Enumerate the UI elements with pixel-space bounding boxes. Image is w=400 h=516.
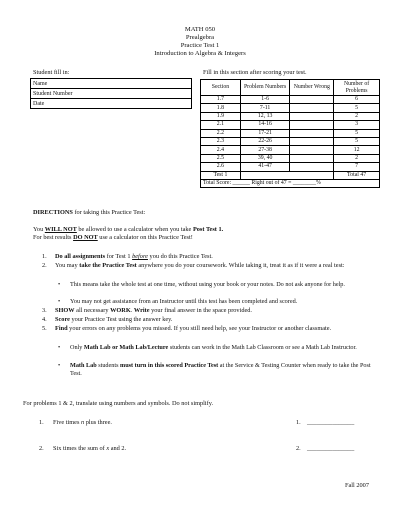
- answer-2[interactable]: [296, 445, 354, 453]
- col-problem-numbers: Problem Numbers: [240, 80, 290, 96]
- cell: 1.9: [201, 112, 241, 120]
- cell: 39, 40: [240, 154, 290, 162]
- cell: 12, 13: [240, 112, 290, 120]
- text: Find: [55, 325, 68, 332]
- cell: 2.3: [201, 137, 241, 145]
- col-section: Section: [201, 80, 241, 96]
- text: Post Test 1.: [192, 226, 224, 233]
- text: You may not get assistance from an Instructor until this test has been completed and scored.: [70, 298, 298, 305]
- text: for Test 1: [105, 253, 133, 260]
- directions-rest: for taking this Practice Test:: [72, 209, 146, 216]
- student-box-title: Student fill in:: [33, 69, 70, 76]
- variable: x: [106, 445, 110, 452]
- date-field[interactable]: Date: [31, 99, 192, 109]
- text: students can work in the Math Lab Classroom or see a Math Lab Instructor.: [168, 344, 357, 351]
- test-topic: Introduction to Algebra & Integers: [154, 50, 246, 57]
- variable: n: [81, 419, 85, 426]
- bullet-1: [58, 281, 380, 289]
- bullet-icon: •: [58, 344, 61, 351]
- number-wrong-input[interactable]: [290, 112, 334, 120]
- text: This means take the whole test at one time, without using your book or your notes. Do not ask anyone for help.: [70, 281, 345, 288]
- section-score-table: [200, 79, 380, 188]
- calculator-note-1: [33, 226, 383, 234]
- table-row: [201, 137, 380, 145]
- text: before: [132, 253, 148, 260]
- bullet-3: [58, 344, 380, 352]
- cell: 2.5: [201, 154, 241, 162]
- text: Math Lab or Math Lab/Lecture: [83, 344, 169, 351]
- text: students: [96, 362, 121, 369]
- step-1: [42, 253, 382, 261]
- step-number: 4.: [42, 316, 47, 323]
- cell: 1-6: [240, 96, 290, 104]
- total-score-cell[interactable]: [201, 179, 380, 187]
- table-row: [201, 112, 380, 120]
- bullet-4: [58, 362, 380, 377]
- course-name: Prealgebra: [185, 34, 215, 41]
- number-wrong-input[interactable]: [290, 154, 334, 162]
- table-row: [201, 104, 380, 112]
- cell: [240, 171, 290, 179]
- text: Score: [55, 316, 70, 323]
- text: all necessary: [74, 307, 111, 314]
- cell: 2.1: [201, 121, 241, 129]
- bullet-icon: •: [58, 362, 61, 369]
- step-number: 1.: [42, 253, 47, 260]
- number-wrong-input[interactable]: [290, 129, 334, 137]
- text: You: [33, 226, 45, 233]
- course-code: MATH 050: [184, 26, 216, 33]
- directions-label: DIRECTIONS: [33, 209, 73, 216]
- section-box-title: Fill in this section after scoring your test.: [203, 69, 307, 76]
- cell: 27-38: [240, 146, 290, 154]
- test-name: Practice Test 1: [180, 42, 220, 49]
- number-wrong-input[interactable]: [290, 163, 334, 171]
- bullet-icon: •: [58, 298, 61, 305]
- bullet-icon: •: [58, 281, 61, 288]
- cell: [290, 171, 334, 179]
- number-wrong-input[interactable]: [290, 104, 334, 112]
- cell: 7-11: [240, 104, 290, 112]
- text: you do this Practice Test.: [147, 253, 213, 260]
- total-score-label: Total Score:: [203, 180, 232, 187]
- text: must turn in this scored Practice Test: [120, 362, 219, 369]
- col-number-of-problems: Number of Problems: [334, 80, 380, 96]
- cell: 2.6: [201, 163, 241, 171]
- step-2: [42, 262, 387, 270]
- answer-number: 2.: [296, 445, 301, 452]
- step-5: [42, 325, 387, 333]
- text: Math Lab: [70, 362, 97, 369]
- cell: 41-47: [240, 163, 290, 171]
- test-label: Test 1: [201, 171, 241, 179]
- text: .: [130, 307, 134, 314]
- cell: 12: [334, 146, 380, 154]
- table-row: [201, 129, 380, 137]
- cell: 1.7: [201, 96, 241, 104]
- text: take the Practice Test: [79, 262, 137, 269]
- text: Only: [70, 344, 84, 351]
- student-info-table: [30, 78, 192, 109]
- problem-2: [39, 445, 126, 453]
- text: DO NOT: [73, 234, 98, 241]
- percent-blank: ________%: [292, 180, 321, 187]
- table-row: [201, 146, 380, 154]
- student-number-field[interactable]: Student Number: [31, 89, 192, 99]
- text: plus three.: [84, 419, 112, 426]
- cell: 5: [334, 137, 380, 145]
- test-total-row: [201, 171, 380, 179]
- table-row: [201, 121, 380, 129]
- text: Five times: [53, 419, 81, 426]
- number-wrong-input[interactable]: [290, 137, 334, 145]
- text: and 2.: [109, 445, 127, 452]
- text: For best results: [33, 234, 74, 241]
- text: be allowed to use a calculator when you take: [76, 226, 193, 233]
- text: You may: [55, 262, 80, 269]
- cell: 5: [334, 129, 380, 137]
- problems-intro: For problems 1 & 2, translate using numbers and symbols. Do not simplify.: [23, 400, 214, 407]
- bullet-2: [58, 298, 380, 306]
- text: your errors on any problems you missed. If you still need help, see your Instructor or another classmate.: [67, 325, 332, 332]
- cell: 2: [334, 112, 380, 120]
- step-number: 2.: [42, 262, 47, 269]
- number-wrong-input[interactable]: [290, 96, 334, 104]
- answer-blank[interactable]: _______________: [307, 419, 355, 426]
- step-number: 5.: [42, 325, 47, 332]
- answer-blank[interactable]: _______________: [307, 445, 355, 452]
- cell: 6: [334, 96, 380, 104]
- text: WILL NOT: [44, 226, 77, 233]
- cell: 7: [334, 163, 380, 171]
- name-field[interactable]: Name: [31, 79, 192, 89]
- number-wrong-input[interactable]: [290, 121, 334, 129]
- footer-term: Fall 2007: [345, 482, 369, 489]
- text: at the Service & Testing Counter when ready to take the Post Test.: [70, 362, 371, 377]
- step-3: [42, 307, 382, 315]
- total-score-row: [201, 179, 380, 187]
- text: your Practice Test using the answer key.: [69, 316, 173, 323]
- total-problems: Total 47: [334, 171, 380, 179]
- text: your final answer in the space provided.: [149, 307, 252, 314]
- table-row: [201, 163, 380, 171]
- cell: 22-26: [240, 137, 290, 145]
- directions-heading: [33, 209, 145, 217]
- cell: 1.8: [201, 104, 241, 112]
- text: Six times the sum of: [53, 445, 107, 452]
- col-number-wrong: Number Wrong: [290, 80, 334, 96]
- text: WORK: [110, 307, 131, 314]
- text: SHOW: [55, 307, 75, 314]
- text: anywhere you do your coursework. While taking it, treat it as if it were a real test:: [136, 262, 345, 269]
- cell: 5: [334, 104, 380, 112]
- cell: 2.2: [201, 129, 241, 137]
- table-row: [201, 96, 380, 104]
- answer-number: 1.: [296, 419, 301, 426]
- answer-1[interactable]: [296, 419, 354, 427]
- table-row: [201, 154, 380, 162]
- cell: 2.4: [201, 146, 241, 154]
- cell: 3: [334, 121, 380, 129]
- calculator-note-2: [33, 234, 383, 242]
- text: use a calculator on this Practice Test!: [97, 234, 193, 241]
- problem-1: [39, 419, 112, 427]
- number-wrong-input[interactable]: [290, 146, 334, 154]
- problem-number: 2.: [39, 445, 44, 452]
- equals-sign: =: [288, 180, 292, 187]
- text: Do all assignments: [55, 253, 106, 260]
- text: Write: [133, 307, 150, 314]
- cell: 17-21: [240, 129, 290, 137]
- step-4: [42, 316, 382, 324]
- step-number: 3.: [42, 307, 47, 314]
- cell: 2: [334, 154, 380, 162]
- problem-number: 1.: [39, 419, 44, 426]
- right-out-of: ______ Right out of 47: [232, 180, 287, 187]
- cell: 14-16: [240, 121, 290, 129]
